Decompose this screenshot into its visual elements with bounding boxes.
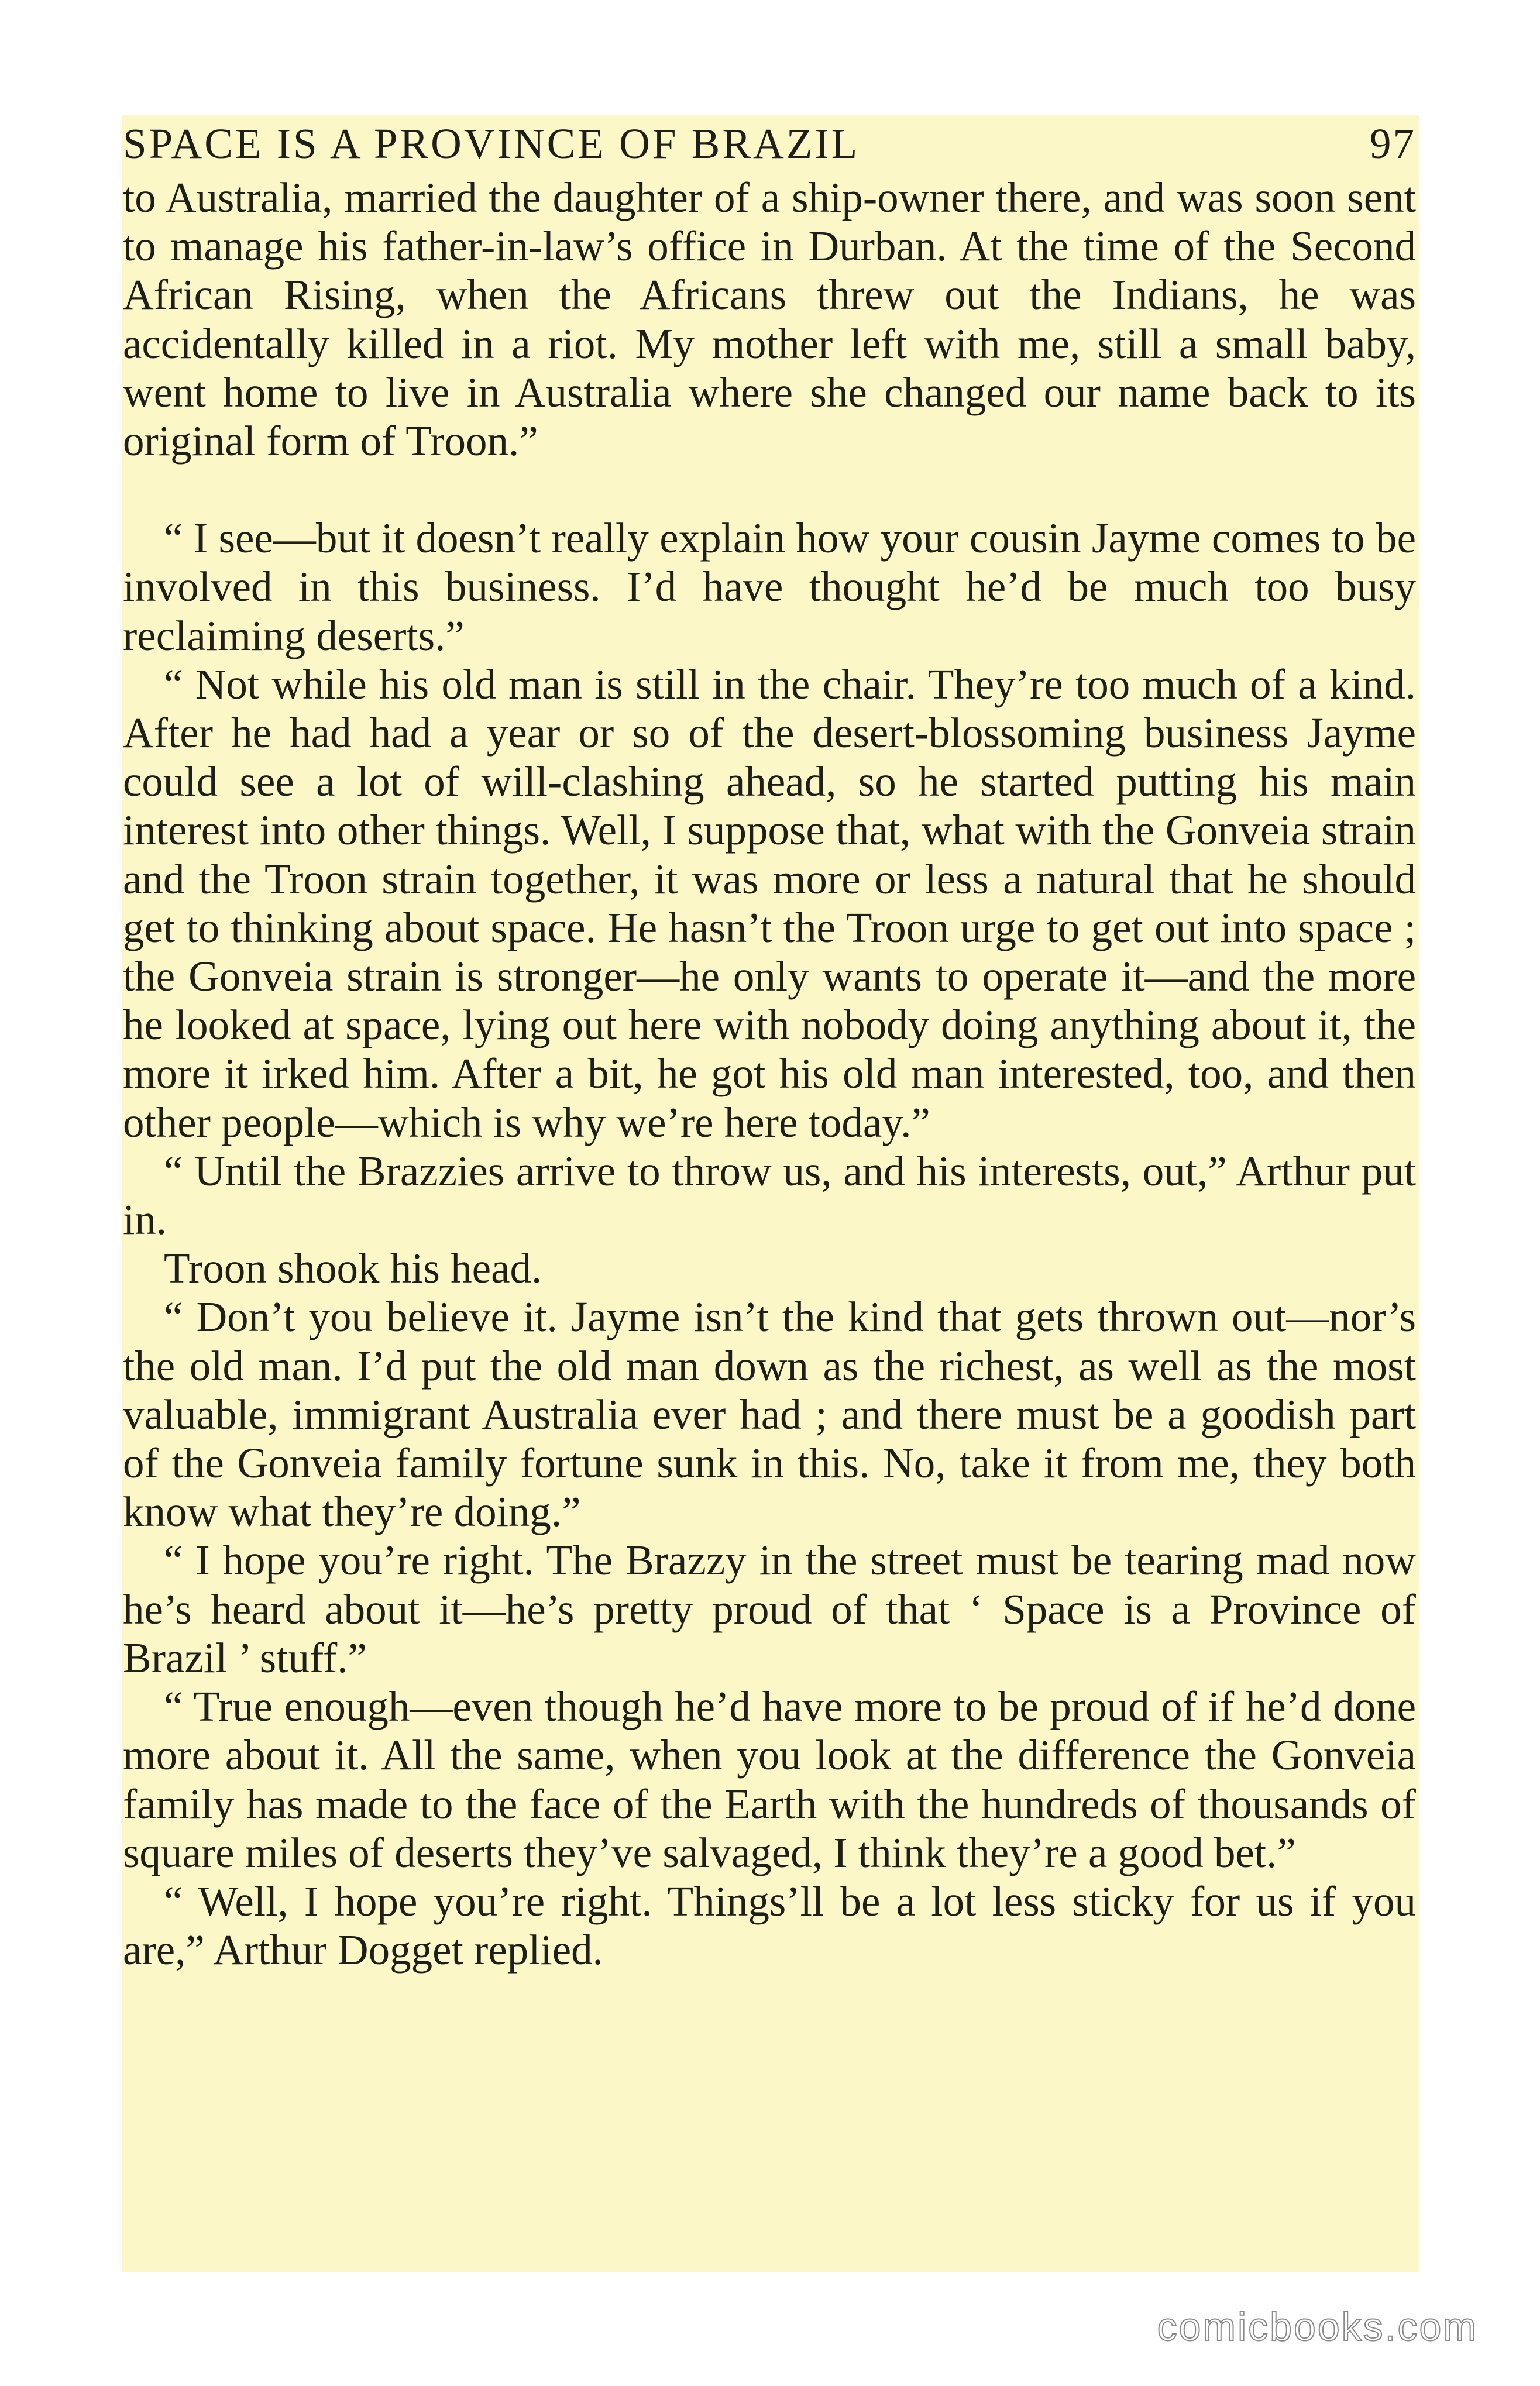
paragraph-8: “ True enough—even though he’d have more to be proud of if he’d done more about it. All the same, when you look at the difference the Gonveia family has made to the face of the Earth with the hundreds of thousands of square miles of deserts they’ve salvaged, I think they’re a good bet.” [123, 1683, 1416, 1876]
paragraph-3: “ Not while his old man is still in the chair. They’re too much of a kind. After he had had a year or so of the desert-blossoming business Jayme could see a lot of will-clashing ahead, so he started putting his main interest into other things. Well, I suppose that, what with the Gonveia strain and the Troon strain together, it was more or less a natural that he should get to thinking about space. He hasn’t the Troon urge to get out into space ; the Gonveia strain is stronger—he only wants to operate it—and the more he looked at space, lying out here with nobody doing anything about it, the more it irked him. After a bit, he got his old man interested, too, and then other people—which is why we’re here today.” [123, 660, 1416, 1146]
running-header [123, 116, 1416, 172]
paragraph-9: “ Well, I hope you’re right. Things’ll be a lot less sticky for us if you are,” Arthur Dogget replied. [123, 1877, 1416, 1974]
paragraph-2: “ I see—but it doesn’t really explain how your cousin Jayme comes to be involved in this business. I’d have thought he’d be much too busy reclaiming deserts.” [123, 514, 1416, 659]
page-number: 97 [1370, 120, 1416, 167]
book-page [122, 115, 1419, 2272]
site-watermark: comicbooks.com [1157, 2305, 1478, 2349]
chapter-title: SPACE IS A PROVINCE OF BRAZIL [123, 120, 860, 167]
paragraph-7: “ I hope you’re right. The Brazzy in the street must be tearing mad now he’s heard about it—he’s pretty proud of that ‘ Space is a Province of Brazil ’ stuff.” [123, 1536, 1416, 1682]
paragraph-5: Troon shook his head. [164, 1244, 542, 1292]
paragraph-1: to Australia, married the daughter of a ship-owner there, and was soon sent to manage his father-in-law’s office in Durban. At the time of the Second African Rising, when the Africans threw out the Indians, he was accidentally killed in a riot. My mother left with me, still a small baby, went home to live in Australia where she changed our name back to its original form of Troon.” [123, 174, 1416, 465]
paragraph-6: “ Don’t you believe it. Jayme isn’t the kind that gets thrown out—nor’s the old man. I’d put the old man down as the richest, as well as the most valuable, immigrant Australia ever had ; and there must be a goodish part of the Gonveia family fortune sunk in this. No, take it from me, they both know what they’re doing.” [123, 1293, 1416, 1536]
paragraph-4: “ Until the Brazzies arrive to throw us, and his interests, out,” Arthur put in. [123, 1147, 1416, 1244]
